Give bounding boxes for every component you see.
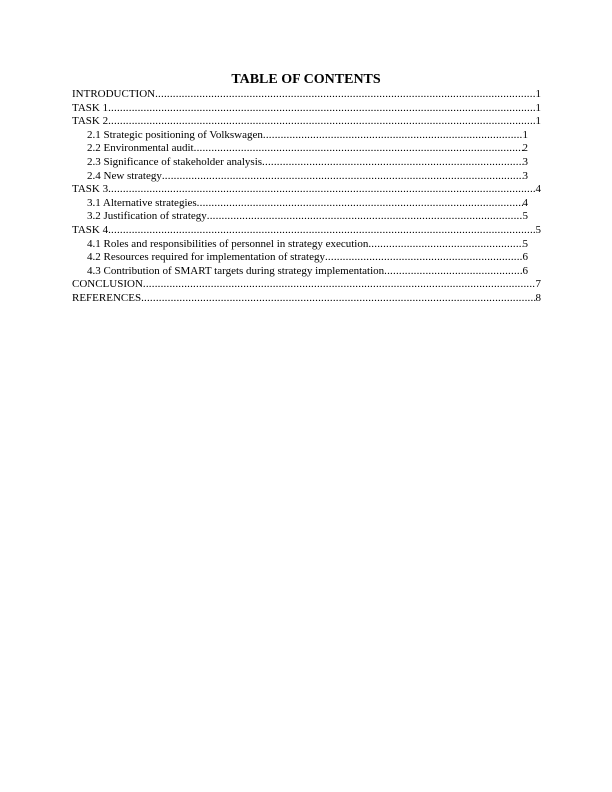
toc-entry-label: TASK 1: [72, 101, 109, 114]
toc-entry-label: 4.1 Roles and responsibilities of personnel in strategy execution: [87, 237, 369, 250]
toc-list: [72, 88, 544, 306]
toc-dot-leader: [108, 115, 535, 129]
toc-page-number: 1: [535, 88, 541, 100]
toc-entry-label: INTRODUCTION: [72, 88, 156, 100]
toc-entry-4-1[interactable]: [72, 238, 528, 252]
toc-page-number: 1: [535, 115, 541, 128]
toc-dot-leader: [143, 278, 536, 292]
toc-dot-leader: [162, 170, 523, 184]
toc-entry-conclusion[interactable]: [72, 278, 541, 292]
toc-entry-label: 2.1 Strategic positioning of Volkswagen: [87, 128, 263, 141]
toc-page-number: 8: [535, 291, 541, 304]
toc-entry-2-2[interactable]: [72, 142, 528, 156]
toc-page-number: 5: [522, 237, 528, 250]
toc-dot-leader: [194, 142, 523, 156]
toc-entry-4-2[interactable]: [72, 251, 528, 265]
toc-dot-leader: [262, 156, 522, 170]
toc-page-number: 2: [522, 142, 528, 155]
toc-page-number: 3: [522, 155, 528, 168]
toc-entry-task-2[interactable]: [72, 115, 541, 129]
toc-entry-label: 2.3 Significance of stakeholder analysis: [87, 155, 263, 168]
toc-entry-label: TASK 2: [72, 115, 109, 128]
toc-page-number: 1: [535, 101, 541, 114]
toc-entry-task-1[interactable]: [72, 102, 541, 116]
toc-page-number: 7: [535, 278, 541, 291]
toc-page-number: 5: [522, 210, 528, 223]
toc-page-number: 4: [535, 183, 541, 196]
toc-entry-label: 4.3 Contribution of SMART targets during strategy implementation: [87, 264, 385, 277]
toc-page-number: 3: [522, 169, 528, 182]
toc-entry-label: 2.4 New strategy: [87, 169, 162, 182]
toc-entry-2-4[interactable]: [72, 170, 528, 184]
toc-dot-leader: [197, 197, 523, 211]
toc-entry-label: 3.2 Justification of strategy: [87, 210, 207, 223]
toc-page-number: 1: [522, 128, 528, 141]
toc-entry-label: TASK 4: [72, 223, 109, 236]
toc-entry-2-1[interactable]: [72, 129, 528, 143]
toc-dot-leader: [108, 183, 535, 197]
toc-dot-leader: [207, 210, 523, 224]
toc-page-number: 4: [522, 196, 528, 209]
toc-entry-references[interactable]: [72, 292, 541, 306]
toc-dot-leader: [108, 224, 535, 238]
toc-dot-leader: [325, 251, 523, 265]
toc-title: TABLE OF CONTENTS: [231, 72, 381, 87]
toc-entry-introduction[interactable]: [72, 88, 541, 102]
toc-entry-3-2[interactable]: [72, 210, 528, 224]
toc-dot-leader: [384, 265, 522, 279]
toc-page-number: 6: [522, 264, 528, 277]
toc-dot-leader: [108, 102, 535, 116]
toc-entry-label: 2.2 Environmental audit: [87, 142, 194, 155]
toc-entry-label: 3.1 Alternative strategies: [87, 196, 197, 209]
toc-entry-task-4[interactable]: [72, 224, 541, 238]
toc-entry-2-3[interactable]: [72, 156, 528, 170]
toc-page-number: 5: [535, 223, 541, 236]
toc-dot-leader: [141, 292, 535, 306]
toc-entry-label: REFERENCES: [72, 291, 142, 304]
toc-entry-3-1[interactable]: [72, 197, 528, 211]
toc-entry-task-3[interactable]: [72, 183, 541, 197]
toc-dot-leader: [263, 129, 523, 143]
toc-page-number: 6: [522, 251, 528, 264]
toc-entry-label: TASK 3: [72, 183, 109, 196]
toc-entry-4-3[interactable]: [72, 265, 528, 279]
toc-dot-leader: [368, 238, 522, 252]
toc-entry-label: 4.2 Resources required for implementation of strategy: [87, 251, 325, 264]
toc-dot-leader: [155, 88, 535, 102]
toc-entry-label: CONCLUSION: [72, 278, 143, 291]
